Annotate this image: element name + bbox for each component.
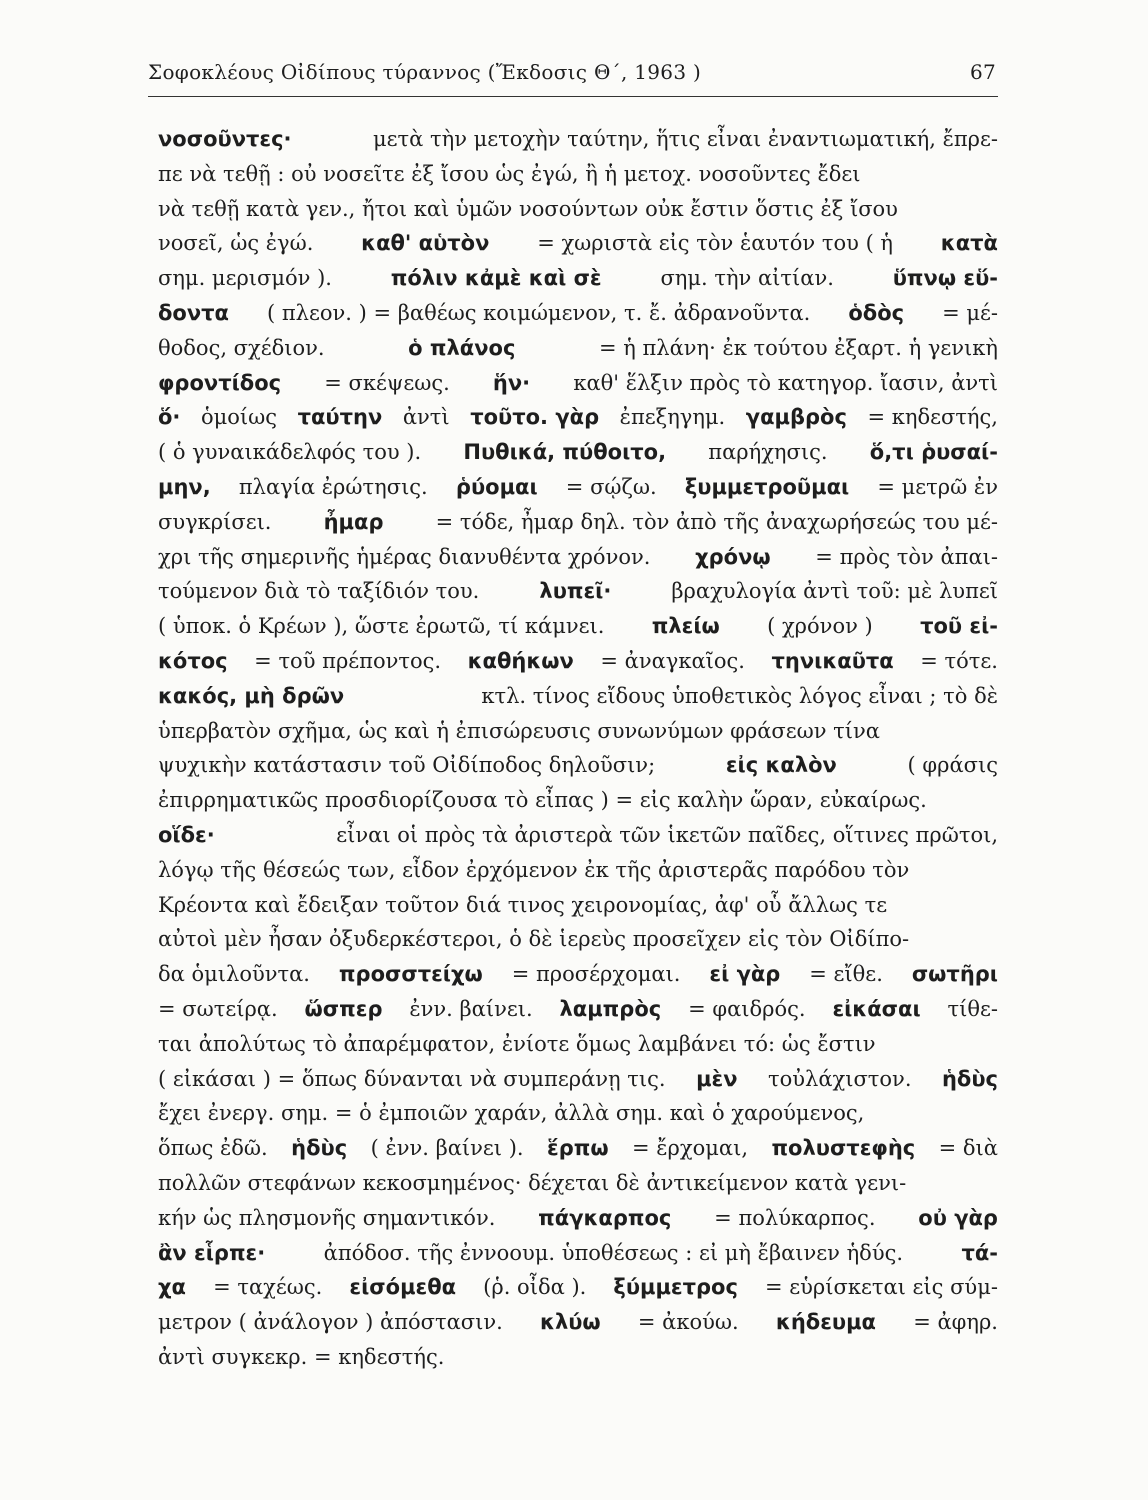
text-run: = μετρῶ ἐν	[877, 474, 998, 499]
text-run: πλαγία ἐρώτησις.	[238, 474, 428, 499]
text-run: = ταχέως.	[213, 1275, 323, 1300]
text-run: τοὐλάχιστον.	[767, 1066, 912, 1091]
headword: εἰς καλὸν	[725, 753, 837, 778]
text-run: μετὰ τὴν μετοχὴν ταύτην, ἥτις εἶναι ἐναντιωματική, ἔπρε-	[373, 127, 998, 151]
text-line	[158, 1096, 998, 1131]
text-run: ( ὑποκ. ὁ Κρέων ), ὥστε ἐρωτῶ, τί κάμνει.	[158, 614, 605, 639]
headword: κότος	[158, 648, 228, 673]
text-run: ἔχει ἐνεργ. σημ. = ὁ ἐμποιῶν χαράν, ἀλλὰ σημ. καὶ ὁ χαρούμενος,	[158, 1101, 865, 1126]
text-run: ἀντὶ συγκεκρ. = κηδεστής.	[158, 1344, 445, 1369]
text-run: = προσέρχομαι.	[511, 962, 681, 987]
headword: τά-	[961, 1240, 998, 1265]
headword: ξύμμετρος	[613, 1275, 738, 1300]
text-line	[158, 1131, 998, 1166]
text-run: λόγῳ τῆς θέσεώς των, εἶδον ἐρχόμενον ἐκ τῆς ἀριστερᾶς παρόδου τὸν	[158, 857, 910, 882]
text-line	[158, 853, 998, 888]
headword: ἦμαρ	[323, 509, 384, 534]
text-line	[158, 400, 998, 435]
header-rule	[148, 96, 998, 97]
text-run: καθ' ἕλξιν πρὸς τὸ κατηγορ. ἴασιν, ἀντὶ	[573, 370, 998, 395]
text-line	[158, 366, 998, 401]
text-line	[158, 331, 998, 366]
text-line	[158, 922, 998, 957]
headword: λυπεῖ·	[539, 579, 612, 604]
text-run: = τότε.	[920, 648, 998, 673]
text-run: νοσεῖ, ὡς ἐγώ.	[158, 231, 314, 256]
text-run: = σκέψεως.	[324, 370, 450, 395]
headword: τοῦτο. γὰρ	[470, 405, 600, 430]
headword: εἰσόμεθα	[349, 1275, 457, 1300]
headword: καθ' αὑτὸν	[361, 231, 490, 256]
text-run: ψυχικὴν κατάστασιν τοῦ Οἰδίποδος δηλοῦσιν;	[158, 753, 656, 778]
headword: ἥν·	[492, 370, 531, 395]
commentary-text	[158, 122, 998, 1375]
running-header	[148, 60, 996, 84]
text-run: εἶναι οἱ πρὸς τὰ ἀριστερὰ τῶν ἱκετῶν παῖδες, οἵτινες πρῶτοι,	[336, 822, 998, 847]
headword: νοσοῦντες·	[158, 127, 292, 151]
headword: δοντα	[158, 300, 229, 325]
text-line	[158, 574, 998, 609]
text-run: δα ὁμιλοῦντα.	[158, 962, 310, 987]
text-run: κήν ὡς πλησμονῆς σημαντικόν.	[158, 1205, 496, 1230]
text-line	[158, 157, 998, 192]
text-run: = μέ-	[942, 300, 998, 325]
headword: κακός, μὴ δρῶν	[158, 683, 345, 708]
text-run: αὐτοὶ μὲν ἦσαν ὀξυδερκέστεροι, ὁ δὲ ἱερεὺς προσεῖχεν εἰς τὸν Οἰδίπο-	[158, 927, 910, 952]
text-run: ἀπόδοσ. τῆς ἐννοουμ. ὑποθέσεως : εἰ μὴ ἔβαινεν ἡδύς.	[323, 1240, 904, 1265]
text-line	[158, 226, 998, 261]
text-run: ἐπεξηγημ.	[619, 405, 726, 430]
text-line	[158, 818, 998, 853]
text-run: πολλῶν στεφάνων κεκοσμημένος· δέχεται δὲ ἀντικείμενον κατὰ γενι-	[158, 1170, 907, 1195]
headword: λαμπρὸς	[559, 996, 662, 1021]
headword: εἰκάσαι	[832, 996, 921, 1021]
headword: πολυστεφὴς	[771, 1136, 916, 1161]
text-line	[158, 1062, 998, 1097]
text-run: μετρον ( ἀνάλογον ) ἀπόστασιν.	[158, 1310, 503, 1335]
text-run: σημ. τὴν αἰτίαν.	[660, 266, 834, 291]
headword: μὲν	[696, 1066, 738, 1091]
text-run: ὑπερβατὸν σχῆμα, ὡς καὶ ἡ ἐπισώρευσις συνωνύμων φράσεων τίνα	[158, 718, 880, 743]
text-run: ἐνν. βαίνει.	[409, 996, 533, 1021]
headword: χρόνῳ	[695, 544, 771, 569]
headword: πάγκαρπος	[538, 1205, 672, 1230]
headword: προσστείχω	[338, 962, 483, 987]
text-line	[158, 1027, 998, 1062]
text-line	[158, 192, 998, 227]
headword: γαμβρὸς	[745, 405, 847, 430]
text-line	[158, 609, 998, 644]
text-line	[158, 957, 998, 992]
headword: οἵδε·	[158, 822, 215, 847]
text-run: = εὑρίσκεται εἰς σύμ-	[765, 1275, 998, 1300]
text-line	[158, 296, 998, 331]
text-run: νὰ τεθῇ κατὰ γεν., ἤτοι καὶ ὑμῶν νοσούντων οὐκ ἔστιν ὅστις ἐξ ἴσου	[158, 196, 898, 221]
text-run: ὁμοίως	[200, 405, 278, 430]
text-run: τούμενον διὰ τὸ ταξίδιόν του.	[158, 579, 480, 604]
text-run: = φαιδρός.	[688, 996, 806, 1021]
headword: κήδευμα	[775, 1310, 876, 1335]
text-run: ἐπιρρηματικῶς προσδιορίζουσα τὸ εἶπας ) = εἰς καλὴν ὥραν, εὐκαίρως.	[158, 788, 927, 813]
headword: πλείω	[651, 614, 720, 639]
text-line	[158, 1201, 998, 1236]
headword: Πυθικά, πύθοιτο,	[463, 440, 667, 465]
text-line	[158, 1270, 998, 1305]
text-line	[158, 679, 998, 714]
text-line	[158, 540, 998, 575]
headword: πόλιν κἀμὲ καὶ σὲ	[390, 266, 602, 291]
text-run: = ἔρχομαι,	[632, 1136, 749, 1161]
text-run: ( φράσις	[907, 753, 998, 778]
headword: σωτῆρι	[911, 962, 998, 987]
text-run: = ἀφηρ.	[913, 1310, 998, 1335]
text-run: συγκρίσει.	[158, 509, 272, 534]
headword: καθήκων	[467, 648, 574, 673]
headword: ὅ·	[158, 405, 181, 430]
text-run: = πολύκαρπος.	[714, 1205, 876, 1230]
text-run: Κρέοντα καὶ ἔδειξαν τοῦτον διά τινος χειρονομίας, ἀφ' οὗ ἄλλως τε	[158, 892, 888, 917]
text-line	[158, 435, 998, 470]
headword: ῥύομαι	[455, 474, 538, 499]
headword: κλύω	[540, 1310, 601, 1335]
headword: ὕπνῳ εὕ-	[892, 266, 998, 291]
headword: ἕρπω	[547, 1136, 609, 1161]
text-run: ( εἰκάσαι ) = ὅπως δύνανται νὰ συμπεράνῃ τις.	[158, 1066, 666, 1091]
headword: ξυμμετροῦμαι	[684, 474, 850, 499]
text-run: = κηδεστής,	[867, 405, 998, 430]
headword: τοῦ εἰ-	[920, 614, 998, 639]
text-line	[158, 1166, 998, 1201]
text-line	[158, 122, 998, 157]
headword: κατὰ	[940, 231, 998, 256]
text-run: = ἀκούω.	[637, 1310, 739, 1335]
text-run: ( ὁ γυναικάδελφός του ).	[158, 440, 422, 465]
text-line	[158, 1305, 998, 1340]
text-run: χρι τῆς σημερινῆς ἡμέρας διανυθέντα χρόνον.	[158, 544, 651, 569]
text-run: τίθε-	[947, 996, 998, 1021]
text-run: = σωτείρᾳ.	[158, 996, 278, 1021]
text-line	[158, 748, 998, 783]
headword: φροντίδος	[158, 370, 282, 395]
headword: εἰ γὰρ	[709, 962, 781, 987]
headword: ὁδὸς	[848, 300, 905, 325]
text-run: = εἴθε.	[809, 962, 883, 987]
text-line	[158, 1236, 998, 1271]
text-run: = ἡ πλάνη· ἐκ τούτου ἐξαρτ. ἡ γενικὴ	[598, 335, 998, 360]
text-line	[158, 470, 998, 505]
text-run: κτλ. τίνος εἴδους ὑποθετικὸς λόγος εἶναι ; τὸ δὲ	[481, 683, 998, 708]
text-run: (ῥ. οἶδα ).	[483, 1275, 587, 1300]
text-run: = χωριστὰ εἰς τὸν ἑαυτόν του ( ἡ	[537, 231, 894, 256]
text-run: = σῴζω.	[565, 474, 657, 499]
headword: οὐ γὰρ	[918, 1205, 998, 1230]
text-line	[158, 992, 998, 1027]
headword: ὅ,τι ῥυσαί-	[869, 440, 998, 465]
text-line	[158, 783, 998, 818]
headword: ταύτην	[297, 405, 383, 430]
page-number: 67	[969, 60, 996, 84]
text-run: βραχυλογία ἀντὶ τοῦ: μὲ λυπεῖ	[671, 579, 998, 604]
text-run: = πρὸς τὸν ἀπαι-	[815, 544, 998, 569]
text-run: = ἀναγκαῖος.	[600, 648, 745, 673]
text-line	[158, 505, 998, 540]
text-run: σημ. μερισμόν ).	[158, 266, 332, 291]
running-title: Σοφοκλέους Οἰδίπους τύραννος (Ἔκδοσις Θ΄, 1963 )	[148, 60, 702, 84]
headword: χα	[158, 1275, 186, 1300]
text-run: ἀντὶ	[402, 405, 450, 430]
text-line	[158, 644, 998, 679]
headword: ἡδὺς	[941, 1066, 998, 1091]
text-run: ( χρόνον )	[767, 614, 873, 639]
text-run: θοδος, σχέδιον.	[158, 335, 325, 360]
text-run: = τόδε, ἦμαρ δηλ. τὸν ἀπὸ τῆς ἀναχωρήσεώς του μέ-	[435, 509, 998, 534]
text-run: ὅπως ἐδῶ.	[158, 1136, 268, 1161]
text-run: = τοῦ πρέποντος.	[254, 648, 442, 673]
text-line	[158, 714, 998, 749]
text-run: = διὰ	[938, 1136, 998, 1161]
text-line	[158, 888, 998, 923]
text-run: ( ἐνν. βαίνει ).	[370, 1136, 524, 1161]
text-line	[158, 1340, 998, 1375]
headword: ἡδὺς	[291, 1136, 348, 1161]
headword: μην,	[158, 474, 211, 499]
headword: ὥσπερ	[304, 996, 383, 1021]
headword: ὁ πλάνος	[408, 335, 516, 360]
text-run: ( πλεον. ) = βαθέως κοιμώμενον, τ. ἔ. ἀδρανοῦντα.	[267, 300, 811, 325]
headword: ἂν εἷρπε·	[158, 1240, 266, 1265]
headword: τηνικαῦτα	[771, 648, 894, 673]
text-run: πε νὰ τεθῇ : οὐ νοσεῖτε ἐξ ἴσου ὡς ἐγώ, ἢ ἡ μετοχ. νοσοῦντες ἔδει	[158, 161, 861, 186]
text-run: ται ἀπολύτως τὸ ἀπαρέμφατον, ἐνίοτε ὅμως λαμβάνει τό: ὡς ἔστιν	[158, 1031, 876, 1056]
text-line	[158, 261, 998, 296]
text-run: παρήχησις.	[708, 440, 828, 465]
